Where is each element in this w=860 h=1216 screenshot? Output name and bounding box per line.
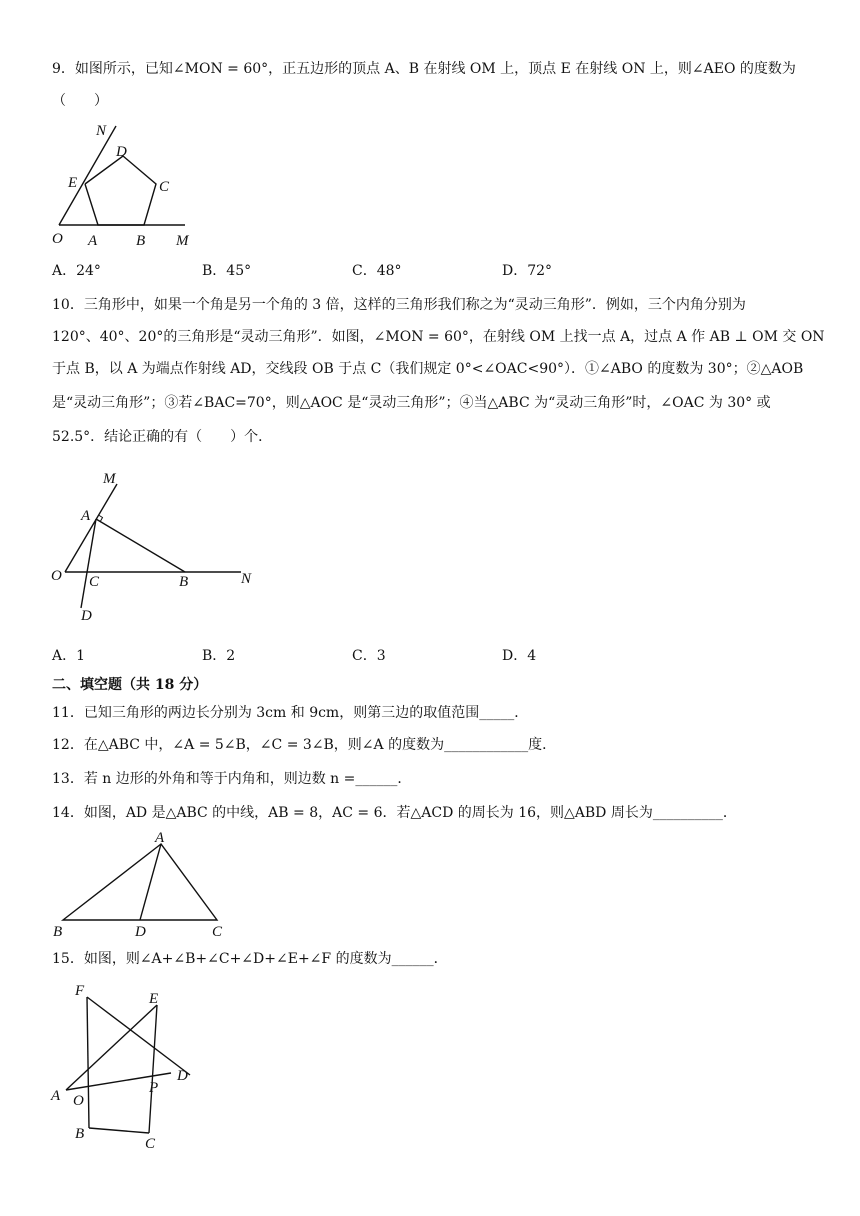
q9-label-m: M: [176, 233, 189, 249]
q14-label-d: D: [135, 924, 146, 940]
q9-label-c: C: [159, 179, 170, 195]
q15-label-f: F: [75, 983, 85, 999]
q9-pentagon-figure: [40, 118, 210, 253]
q9-label-b: B: [136, 233, 146, 249]
q10-label-m: M: [103, 471, 116, 487]
q15-label-d: D: [177, 1068, 188, 1084]
q14-label-b: B: [53, 924, 63, 940]
q9-label-d: D: [116, 144, 127, 160]
section-heading-fill-in: 二、填空题（共 18 分）: [52, 677, 208, 693]
q9-option-a[interactable]: A．24°: [52, 263, 101, 279]
q10-label-b: B: [179, 574, 189, 590]
q9-label-n: N: [96, 123, 107, 139]
q15-label-p: P: [149, 1080, 159, 1096]
q10-stem-line5: 52.5°．结论正确的有（ ）个．: [52, 429, 273, 445]
q10-label-d: D: [81, 608, 92, 624]
q15-label-o: O: [73, 1093, 84, 1109]
q10-option-d[interactable]: D．4: [502, 648, 537, 664]
q12-stem: 12．在△ABC 中，∠A = 5∠B，∠C = 3∠B，则∠A 的度数为____________度．: [52, 737, 557, 753]
q9-option-b[interactable]: B．45°: [202, 263, 252, 279]
q9-stem-line2: （ ）: [52, 93, 108, 109]
q10-option-a[interactable]: A．1: [52, 648, 86, 664]
q10-stem-line1: 10．三角形中，如果一个角是另一个角的 3 倍，这样的三角形我们称之为“灵动三角形”．例如，三个内角分别为: [52, 297, 746, 313]
q13-stem: 13．若 n 边形的外角和等于内角和，则边数 n =______．: [52, 771, 412, 787]
q10-stem-line4: 是“灵动三角形”；③若∠BAC=70°，则△AOC 是“灵动三角形”；④当△ABC 为“灵动三角形”时，∠OAC 为 30° 或: [52, 395, 771, 411]
q15-label-b: B: [75, 1126, 85, 1142]
q15-label-e: E: [149, 991, 159, 1007]
q14-label-c: C: [212, 924, 223, 940]
q9-label-e: E: [68, 175, 78, 191]
q10-option-b[interactable]: B．2: [202, 648, 236, 664]
q10-triangle-figure: [45, 462, 265, 627]
q10-label-c: C: [89, 574, 100, 590]
q10-stem-line2: 120°、40°、20°的三角形是“灵动三角形”．如图，∠MON = 60°，在射线 OM 上找一点 A，过点 A 作 AB ⊥ OM 交 ON: [52, 329, 825, 345]
q10-label-o: O: [51, 568, 62, 584]
q10-option-c[interactable]: C．3: [352, 648, 386, 664]
q10-label-a: A: [81, 508, 91, 524]
q10-options: [52, 645, 812, 667]
q9-option-d[interactable]: D．72°: [502, 263, 553, 279]
q15-label-a: A: [51, 1088, 61, 1104]
q9-options: [52, 260, 812, 282]
q10-stem-line3: 于点 B，以 A 为端点作射线 AD，交线段 OB 于点 C（我们规定 0°<∠OAC<90°）．①∠ABO 的度数为 30°；②△AOB: [52, 361, 804, 377]
q14-label-a: A: [155, 830, 165, 846]
q14-triangle-figure: [45, 828, 245, 940]
q9-stem-line1: 9．如图所示，已知∠MON = 60°，正五边形的顶点 A、B 在射线 OM 上，顶点 E 在射线 ON 上，则∠AEO 的度数为: [52, 61, 796, 77]
q15-label-c: C: [145, 1136, 156, 1152]
q15-star-figure: [45, 980, 215, 1155]
q15-stem: 15．如图，则∠A+∠B+∠C+∠D+∠E+∠F 的度数为______．: [52, 951, 448, 967]
q14-stem: 14．如图，AD 是△ABC 的中线，AB = 8，AC = 6．若△ACD 的周长为 16，则△ABD 周长为__________．: [52, 805, 737, 821]
q9-label-a: A: [88, 233, 98, 249]
q11-stem: 11．已知三角形的两边长分别为 3cm 和 9cm，则第三边的取值范围_____．: [52, 705, 529, 721]
q9-label-o: O: [52, 231, 63, 247]
q9-option-c[interactable]: C．48°: [352, 263, 402, 279]
q10-label-n: N: [241, 571, 252, 587]
